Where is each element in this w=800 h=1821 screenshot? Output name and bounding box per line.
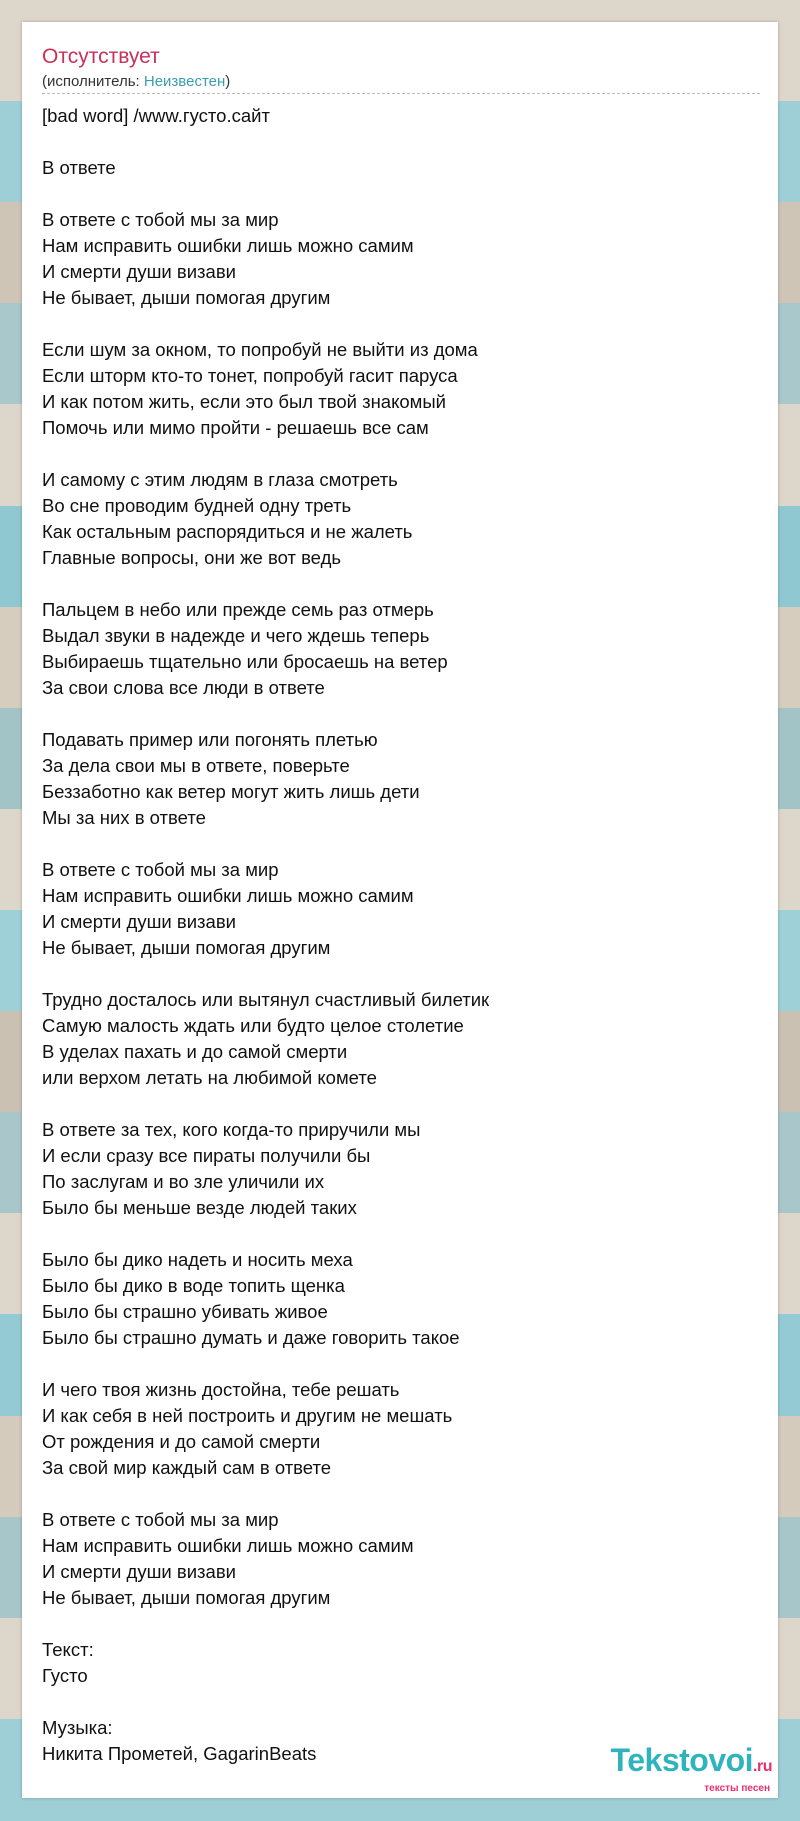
artist-link[interactable]: Неизвестен: [143, 73, 226, 90]
lyric-blank-line: [42, 1481, 742, 1507]
lyric-blank-line: [42, 441, 742, 467]
lyric-line: Самую малость ждать или будто целое столетие: [42, 1015, 464, 1036]
lyric-line: За свои слова все люди в ответе: [42, 677, 325, 698]
logo-tld: .ru: [753, 1758, 772, 1775]
lyric-blank-line: [42, 1689, 742, 1715]
lyric-line: Помочь или мимо пройти - решаешь все сам: [42, 417, 429, 438]
lyric-line: Если шум за окном, то попробуй не выйти из дома: [42, 339, 478, 360]
lyric-line: Музыка:: [42, 1717, 113, 1738]
logo-tagline: тексты песен: [704, 1783, 770, 1794]
lyric-line: Нам исправить ошибки лишь можно самим: [42, 885, 414, 906]
lyric-line: В ответе за тех, кого когда-то приручили мы: [42, 1119, 421, 1140]
lyric-line: Подавать пример или погонять плетью: [42, 729, 378, 750]
lyric-line: За дела свои мы в ответе, поверьте: [42, 755, 350, 776]
lyric-line: Было бы страшно думать и даже говорить такое: [42, 1327, 460, 1348]
lyric-line: За свой мир каждый сам в ответе: [42, 1457, 332, 1478]
lyrics-text: [42, 103, 742, 1767]
lyric-line: Было бы страшно убивать живое: [42, 1301, 328, 1322]
lyric-line: Никита Прометей, GagarinBeats: [42, 1743, 317, 1764]
song-title: Отсутствует: [42, 45, 160, 68]
lyric-line: [bad word] /www.густо.сайт: [42, 105, 270, 126]
lyric-blank-line: [42, 1091, 742, 1117]
lyric-line: Не бывает, дыши помогая другим: [42, 1587, 331, 1608]
artist-line: [42, 73, 230, 91]
lyric-line: Густо: [42, 1665, 88, 1686]
lyric-line: В ответе с тобой мы за мир: [42, 859, 279, 880]
lyric-line: Трудно досталось или вытянул счастливый билетик: [42, 989, 490, 1010]
lyric-blank-line: [42, 961, 742, 987]
lyric-line: Мы за них в ответе: [42, 807, 206, 828]
lyric-line: В ответе с тобой мы за мир: [42, 1509, 279, 1530]
lyric-line: И если сразу все пираты получили бы: [42, 1145, 371, 1166]
lyric-line: Как остальным распорядиться и не жалеть: [42, 521, 413, 542]
site-logo[interactable]: [611, 1743, 772, 1794]
lyric-line: И как себя в ней построить и другим не мешать: [42, 1405, 453, 1426]
lyric-line: Нам исправить ошибки лишь можно самим: [42, 235, 414, 256]
lyric-line: Во сне проводим будней одну треть: [42, 495, 352, 516]
lyric-line: Текст:: [42, 1639, 94, 1660]
lyric-blank-line: [42, 181, 742, 207]
lyric-line: Было бы дико в воде топить щенка: [42, 1275, 345, 1296]
title-divider: [42, 93, 760, 94]
lyric-line: Нам исправить ошибки лишь можно самим: [42, 1535, 414, 1556]
lyric-line: Если шторм кто-то тонет, попробуй гасит паруса: [42, 365, 458, 386]
artist-suffix: ): [225, 73, 231, 90]
lyric-line: По заслугам и во зле уличили их: [42, 1171, 325, 1192]
lyric-blank-line: [42, 1221, 742, 1247]
lyric-line: И смерти души визави: [42, 1561, 236, 1582]
lyric-blank-line: [42, 831, 742, 857]
lyric-blank-line: [42, 1611, 742, 1637]
lyric-line: От рождения и до самой смерти: [42, 1431, 321, 1452]
lyric-line: Выдал звуки в надежде и чего ждешь теперь: [42, 625, 430, 646]
lyric-line: или верхом летать на любимой комете: [42, 1067, 377, 1088]
lyric-line: Было бы меньше везде людей таких: [42, 1197, 357, 1218]
lyric-line: Не бывает, дыши помогая другим: [42, 287, 331, 308]
lyric-line: В ответе с тобой мы за мир: [42, 209, 279, 230]
lyric-line: И как потом жить, если это был твой знакомый: [42, 391, 447, 412]
lyrics-card: [22, 22, 778, 1798]
lyric-blank-line: [42, 1351, 742, 1377]
lyric-line: И смерти души визави: [42, 261, 236, 282]
lyric-line: Беззаботно как ветер могут жить лишь дети: [42, 781, 420, 802]
lyric-line: Было бы дико надеть и носить меха: [42, 1249, 353, 1270]
lyric-line: Пальцем в небо или прежде семь раз отмерь: [42, 599, 434, 620]
lyric-blank-line: [42, 129, 742, 155]
lyric-line: В уделах пахать и до самой смерти: [42, 1041, 348, 1062]
lyric-line: В ответе: [42, 157, 116, 178]
lyric-blank-line: [42, 571, 742, 597]
lyric-blank-line: [42, 311, 742, 337]
lyric-line: И самому с этим людям в глаза смотреть: [42, 469, 398, 490]
artist-prefix: (исполнитель:: [42, 73, 144, 90]
lyric-line: Главные вопросы, они же вот ведь: [42, 547, 341, 568]
lyric-blank-line: [42, 701, 742, 727]
lyric-line: И чего твоя жизнь достойна, тебе решать: [42, 1379, 400, 1400]
lyric-line: Не бывает, дыши помогая другим: [42, 937, 331, 958]
lyric-line: И смерти души визави: [42, 911, 236, 932]
logo-name: Tekstovoi: [610, 1742, 754, 1778]
lyric-line: Выбираешь тщательно или бросаешь на ветер: [42, 651, 448, 672]
